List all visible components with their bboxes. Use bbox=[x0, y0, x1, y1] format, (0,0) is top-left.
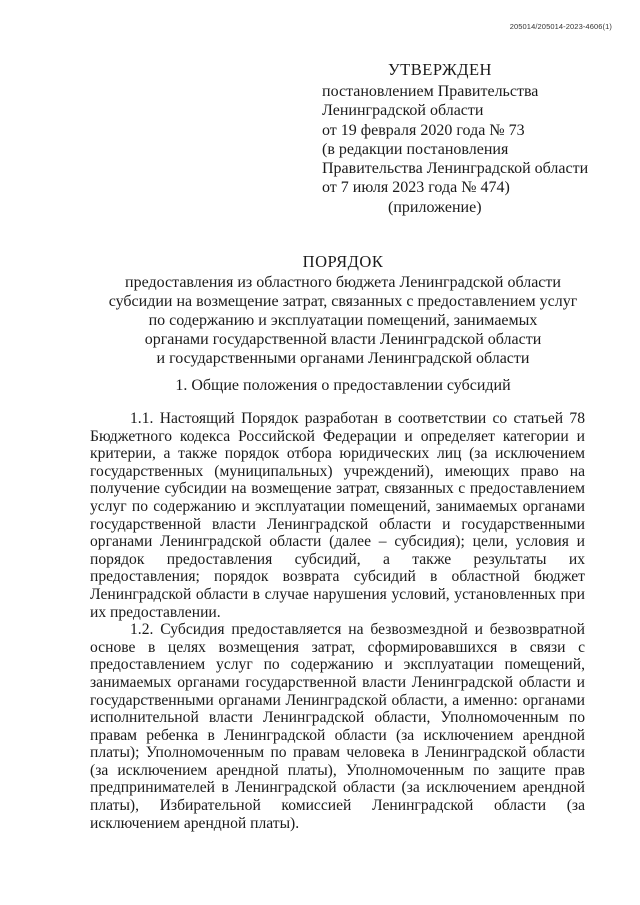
approval-line: (в редакции постановления bbox=[322, 140, 509, 158]
paragraph-1-2: 1.2. Субсидия предоставляется на безвозмездной и безвозвратной основе в целях возмещения затрат, сформировавшихся в связи с предоставлением услуг по содержанию и эксплуатации помещений, занимаемых органами государственной власти Ленинградской области и государственными органами Ленинградской области, а именно: органами исполнительной власти Ленинградской области, Уполномоченным по правам ребенка в Ленинградской области (за исключением арендной платы); Уполномоченным по правам человека в Ленинградской области (за исключением арендной платы), Уполномоченным по защите прав предпринимателей в Ленинградской области (за исключением арендной платы), Избирательной комиссией Ленинградской области (за исключением арендной платы). bbox=[90, 621, 585, 832]
approval-line: Ленинградской области bbox=[322, 102, 484, 120]
appendix-label: (приложение) bbox=[388, 198, 482, 216]
document-title: ПОРЯДОК bbox=[302, 252, 384, 271]
section-heading: 1. Общие положения о предоставлении субсидий bbox=[175, 377, 511, 394]
document-title-block bbox=[90, 252, 596, 368]
approval-line: постановлением Правительства bbox=[322, 83, 539, 100]
approval-line: Правительства Ленинградской области bbox=[322, 160, 589, 178]
approval-line: от 7 июля 2023 года № 474) bbox=[322, 179, 510, 197]
approval-block bbox=[322, 58, 622, 217]
paragraph-1-1: 1.1. Настоящий Порядок разработан в соответствии со статьей 78 Бюджетного кодекса Российской Федерации и определяет категории и критерии, а также порядок отбора юридических лиц (за исключением государственных (муниципальных) учреждений), имеющих право на получение субсидии на возмещение затрат, связанных с предоставлением услуг по содержанию и эксплуатации помещений, занимаемых органами государственной власти Ленинградской области и государственными органами Ленинградской области (далее – субсидия); цели, условия и порядок предоставления субсидий, а также результаты их предоставления; порядок возврата субсидий в областной бюджет Ленинградской области в случае нарушения условий, установленных при их предоставлении. bbox=[90, 410, 585, 621]
approval-line: от 19 февраля 2020 года № 73 bbox=[322, 121, 525, 139]
title-line: по содержанию и эксплуатации помещений, занимаемых bbox=[148, 312, 538, 329]
title-line: субсидии на возмещение затрат, связанных с предоставлением услуг bbox=[108, 293, 578, 310]
section-body bbox=[90, 410, 585, 832]
approval-title: УТВЕРЖДЕН bbox=[388, 60, 492, 79]
document-id: 205014/205014-2023-4606(1) bbox=[509, 22, 612, 31]
title-line: органами государственной власти Ленинградской области bbox=[144, 331, 542, 348]
title-line: и государственными органами Ленинградской области bbox=[156, 350, 530, 367]
title-line: предоставления из областного бюджета Ленинградской области bbox=[125, 274, 561, 291]
